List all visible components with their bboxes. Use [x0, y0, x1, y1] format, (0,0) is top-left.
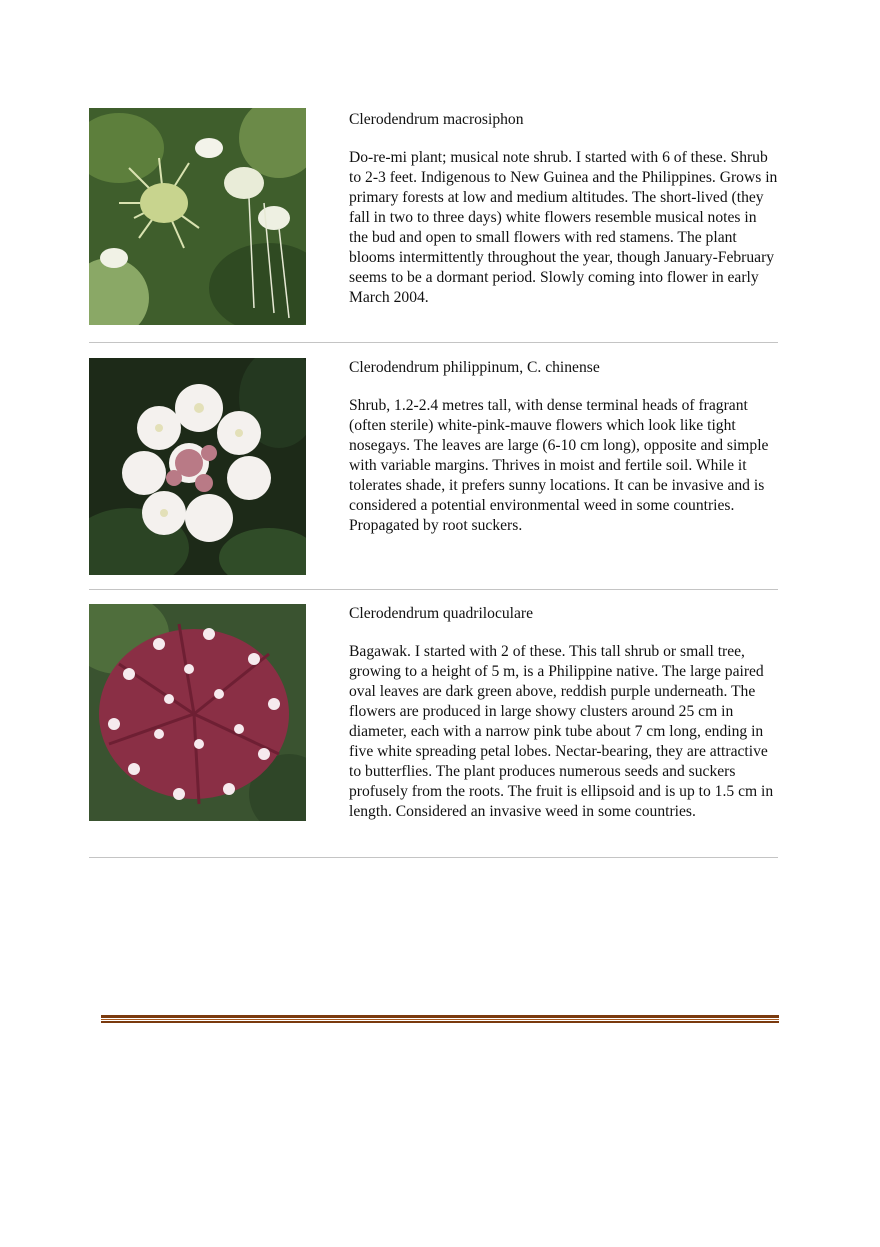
footer-rule-band [101, 1019, 779, 1020]
plant-description: Do-re-mi plant; musical note shrub. I started with 6 of these. Shrub to 2-3 feet. Indigenous to New Guinea and the Philippines. Grows in primary forests at low and medium altitudes. The short-lived (they fall in two to three days) white flowers resemble musical notes in the bud and open to small flowers with red stamens. The plant blooms intermittently throughout the year, though January-February seems to be a dormant period. Slowly coming into flower in early March 2004. [349, 149, 778, 306]
entry-text [349, 108, 778, 308]
plant-entry-quadriloculare [89, 590, 778, 858]
plant-name: Clerodendrum quadriloculare [349, 605, 534, 622]
plant-entry-philippinum [89, 343, 778, 590]
photo-clerodendrum-quadriloculare [89, 604, 306, 821]
photo-clerodendrum-philippinum [89, 358, 306, 575]
entry-text [349, 343, 778, 536]
footer-rule-band [101, 1015, 779, 1018]
footer-rule-band [101, 1021, 779, 1023]
entry-text [349, 590, 778, 822]
plant-entry-macrosiphon [89, 108, 778, 343]
plant-entries [89, 108, 778, 858]
plant-name: Clerodendrum philippinum, C. chinense [349, 359, 600, 376]
footer-rule [101, 1015, 779, 1023]
photo-clerodendrum-macrosiphon [89, 108, 306, 325]
plant-name: Clerodendrum macrosiphon [349, 111, 524, 128]
plant-description: Bagawak. I started with 2 of these. This tall shrub or small tree, growing to a height of 5 m, is a Philippine native. The large paired oval leaves are dark green above, reddish purple underneath. The flowers are produced in large showy clusters around 25 cm in diameter, each with a narrow pink tube about 7 cm long, ending in five white spreading petal lobes. Nectar-bearing, they are attractive to butterflies. The plant produces numerous seeds and suckers profusely from the roots. The fruit is ellipsoid and is up to 1.5 cm in length. Considered an invasive weed in some countries. [349, 643, 774, 820]
plant-description: Shrub, 1.2-2.4 metres tall, with dense terminal heads of fragrant (often sterile) white-pink-mauve flowers which look like tight nosegays. The leaves are large (6-10 cm long), opposite and simple with variable margins. Thrives in moist and fertile soil. While it tolerates shade, it prefers sunny locations. It can be invasive and is considered a potential environmental weed in some countries. Propagated by root suckers. [349, 397, 769, 534]
